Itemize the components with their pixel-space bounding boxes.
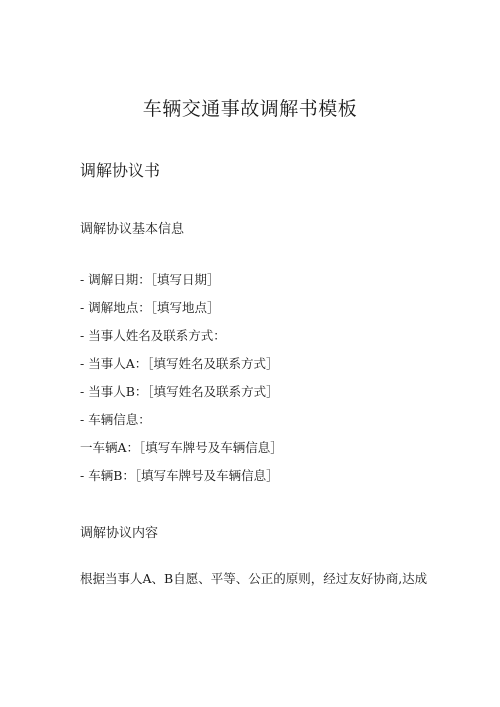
- info-item-party-a: - 当事人A：［填写姓名及联系方式］: [80, 356, 279, 371]
- subheading-agreement-content: 调解协议内容: [80, 526, 159, 541]
- subheading-basic-info: 调解协议基本信息: [80, 222, 185, 237]
- document-title: 车辆交通事故调解书模板: [142, 98, 358, 120]
- info-item-vehicle-b: - 车辆B：［填写车牌号及车辆信息］: [80, 468, 279, 483]
- basic-info-list: [80, 266, 283, 490]
- agreement-paragraph: 根据当事人A、B自愿、平等、公正的原则，经过友好协商,达成: [80, 571, 428, 586]
- section-heading-agreement: 调解协议书: [80, 161, 161, 180]
- info-item-party-b: - 当事人B：［填写姓名及联系方式］: [80, 384, 279, 399]
- info-item-mediation-location: - 调解地点：［填写地点］: [80, 300, 220, 315]
- info-item-vehicle-a: 一车辆A：［填写车牌号及车辆信息］: [80, 440, 283, 455]
- info-item-vehicle-info: - 车辆信息：: [80, 412, 151, 427]
- info-item-parties-contact: - 当事人姓名及联系方式：: [80, 328, 226, 343]
- info-item-mediation-date: - 调解日期：［填写日期］: [80, 272, 220, 287]
